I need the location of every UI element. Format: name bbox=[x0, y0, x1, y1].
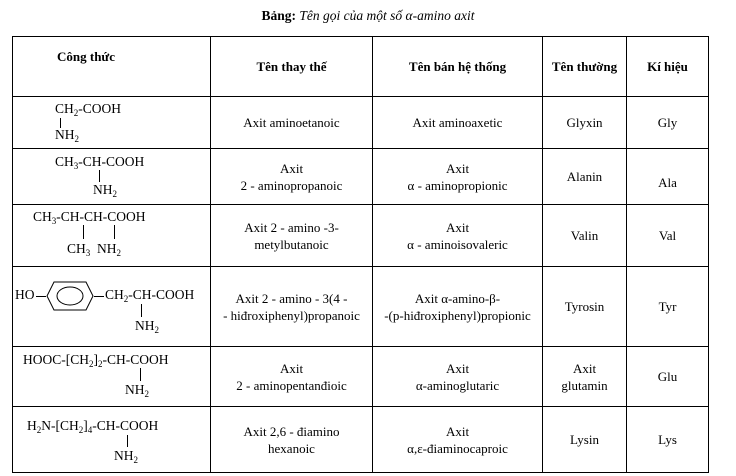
formula-line2: $NH_2$ bbox=[93, 182, 117, 199]
formula-cell bbox=[13, 97, 211, 149]
common-name: Tyrosin bbox=[543, 267, 627, 347]
formula-line1: $CH_2-CH$-COOH bbox=[105, 287, 195, 304]
formula-cell bbox=[13, 205, 211, 267]
formula-line2: $NH_2$ bbox=[114, 448, 138, 465]
symbol: Gly bbox=[627, 97, 709, 149]
bond-line bbox=[99, 170, 100, 182]
common-name: Axit glutamin bbox=[543, 347, 627, 407]
substitutive-name: Axit 2 - aminopropanoic bbox=[211, 149, 373, 205]
header-symbol: Kí hiệu bbox=[627, 37, 709, 97]
substitutive-name: Axit 2 - amino -3- metylbutanoic bbox=[211, 205, 373, 267]
bond-line bbox=[36, 296, 46, 297]
symbol: Tyr bbox=[627, 267, 709, 347]
caption-title: Tên gọi của một số α-amino axit bbox=[299, 8, 475, 23]
semi-systematic-name: Axit α-aminoglutaric bbox=[373, 347, 543, 407]
formula-ho: HO bbox=[15, 287, 35, 302]
semi-systematic-name: Axit α - aminopropionic bbox=[373, 149, 543, 205]
header-substitutive: Tên thay thế bbox=[211, 37, 373, 97]
bond-line bbox=[94, 296, 104, 297]
formula-line2: $NH_2$ bbox=[55, 127, 79, 144]
table-caption bbox=[0, 8, 736, 24]
formula-cell bbox=[13, 407, 211, 473]
formula-line1: $CH_2$-COOH bbox=[55, 101, 122, 118]
formula-line2: $CH_3$ $NH_2$ bbox=[67, 241, 122, 258]
formula-cell bbox=[13, 347, 211, 407]
substitutive-name: Axit aminoetanoic bbox=[211, 97, 373, 149]
table-row bbox=[13, 149, 709, 205]
substitutive-name: Axit 2 - aminopentanđioic bbox=[211, 347, 373, 407]
table-row bbox=[13, 205, 709, 267]
symbol: Lys bbox=[627, 407, 709, 473]
benzene-ring-icon bbox=[46, 281, 94, 311]
substitutive-name: Axit 2 - amino - 3(4 - - hiđroxiphenyl)propanoic bbox=[211, 267, 373, 347]
symbol: Val bbox=[627, 205, 709, 267]
semi-systematic-name: Axit aminoaxetic bbox=[373, 97, 543, 149]
table-row bbox=[13, 267, 709, 347]
header-row bbox=[13, 37, 709, 97]
formula-line1: HOOC-$[CH_2]_2-CH$-COOH bbox=[23, 352, 169, 369]
bond-line bbox=[127, 435, 128, 447]
header-semi-systematic: Tên bán hệ thống bbox=[373, 37, 543, 97]
common-name: Alanin bbox=[543, 149, 627, 205]
bond-line bbox=[140, 368, 141, 381]
formula-cell bbox=[13, 149, 211, 205]
common-name: Lysin bbox=[543, 407, 627, 473]
header-common: Tên thường bbox=[543, 37, 627, 97]
formula-line2: $NH_2$ bbox=[135, 318, 159, 335]
header-formula: Công thức bbox=[13, 37, 211, 97]
caption-prefix: Bảng: bbox=[261, 8, 297, 23]
formula-line1: $CH_3-CH-CH$-COOH bbox=[33, 209, 146, 226]
semi-systematic-name: Axit α - aminoisovaleric bbox=[373, 205, 543, 267]
common-name: Valin bbox=[543, 205, 627, 267]
symbol: Ala bbox=[627, 149, 709, 205]
substitutive-name: Axit 2,6 - điamino hexanoic bbox=[211, 407, 373, 473]
formula-line2: $NH_2$ bbox=[125, 382, 149, 399]
bond-line bbox=[114, 225, 115, 239]
semi-systematic-name: Axit α-amino-β- -(p-hiđroxiphenyl)propionic bbox=[373, 267, 543, 347]
table-row bbox=[13, 407, 709, 473]
bond-line bbox=[83, 225, 84, 239]
table-row bbox=[13, 347, 709, 407]
amino-acid-table bbox=[12, 36, 709, 473]
table-row bbox=[13, 97, 709, 149]
bond-line bbox=[141, 304, 142, 317]
symbol: Glu bbox=[627, 347, 709, 407]
semi-systematic-name: Axit α,ε-điaminocaproic bbox=[373, 407, 543, 473]
formula-cell bbox=[13, 267, 211, 347]
common-name: Glyxin bbox=[543, 97, 627, 149]
formula-line1: $CH_3-CH$-COOH bbox=[55, 154, 145, 171]
formula-line1: $H_2N-[CH_2]_4-CH$-COOH bbox=[27, 418, 159, 435]
